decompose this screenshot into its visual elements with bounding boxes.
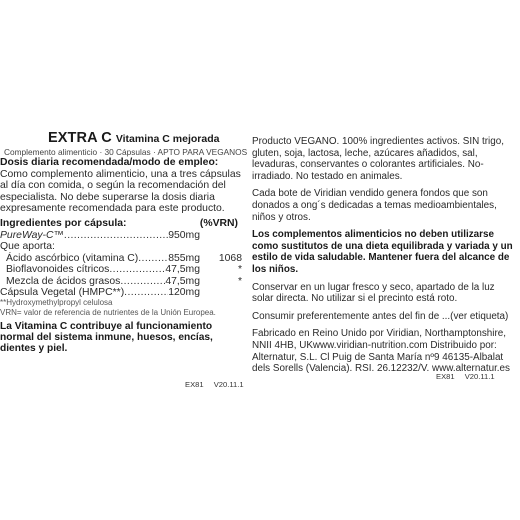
right-batch-code	[436, 372, 495, 381]
left-code: EX81	[185, 380, 204, 389]
info-paragraph: Los complementos alimenticios no deben utilizarse como sustitutos de una dieta equilibrada y variada y un estilo de vida saludable. Mantener fuera del alcance de los niños.	[252, 229, 513, 275]
ingredient-name: Que aporta:	[0, 241, 55, 253]
vrn-header: (%VRN)	[199, 217, 238, 229]
info-paragraph: Producto VEGANO. 100% ingredientes activos. SIN trigo, gluten, soja, lactosa, leche, azúcares añadidos, sal, levaduras, conservantes o colorantes artificiales. No-irradiado. No testado en animales.	[252, 136, 504, 182]
product-title-row	[48, 130, 242, 146]
leader-dots	[109, 264, 165, 275]
footnote-hmpc: **Hydroxymethylpropyl celulosa	[0, 298, 113, 308]
ingredient-row	[0, 253, 242, 264]
leader-dots	[120, 276, 165, 287]
ingredient-name: Bioflavonoides cítricos	[6, 264, 110, 276]
product-description: Complemento alimenticio · 30 Cápsulas · APTO PARA VEGANOS	[4, 147, 248, 157]
ingredient-amount: 47,5mg	[165, 264, 200, 276]
dosage-section	[0, 157, 242, 215]
ingredient-row	[0, 241, 242, 252]
ingredient-vrn: *	[237, 275, 242, 287]
ingredient-row	[0, 230, 242, 241]
ingredients-header-label: Ingredientes por cápsula:	[0, 217, 127, 229]
left-version: V20.11.1	[213, 380, 244, 389]
ingredient-amount: 950mg	[168, 229, 200, 241]
footnote-vrn: VRN= valor de referencia de nutrientes de la Unión Europea.	[0, 308, 216, 317]
leader-dots	[64, 230, 168, 241]
info-paragraph: Fabricado en Reino Unido por Viridian, Northamptonshire, NNII 4HB, UKwww.viridian-nutrition.com Distribuido por: Alternatur, S.L. Cl Puig de Santa María nº9 46135-Albalat dels Sorells (Valencia). RSI. 26.12232/V. www.alternatur.es	[252, 328, 510, 375]
ingredients-table	[0, 230, 242, 298]
ingredient-row	[0, 276, 242, 287]
ingredient-amount: 120mg	[168, 287, 200, 298]
ingredient-amount: 47,5mg	[165, 275, 200, 287]
health-claim: La Vitamina C contribuye al funcionamiento normal del sistema inmune, huesos, encías, dientes y piel.	[0, 320, 213, 354]
right-version: V20.11.1	[464, 372, 495, 381]
ingredient-vrn: 1068	[218, 252, 242, 264]
ingredient-name: Ácido ascórbico (vitamina C)	[6, 252, 139, 264]
ingredient-name: Mezcla de ácidos grasos	[6, 275, 121, 287]
right-paragraphs	[252, 136, 518, 375]
left-label-panel	[0, 130, 248, 354]
ingredient-vrn	[200, 230, 242, 241]
ingredient-name: Cápsula Vegetal (HMPC**)	[0, 287, 125, 298]
left-batch-code	[185, 380, 244, 389]
product-subtitle: Vitamina C mejorada	[115, 133, 220, 145]
info-paragraph: Conservar en un lugar fresco y seco, apartado de la luz solar directa. No utilizar si el precinto está roto.	[252, 281, 495, 305]
ingredient-amount: 855mg	[168, 252, 200, 264]
right-code: EX81	[436, 372, 455, 381]
ingredients-header	[0, 218, 242, 230]
ingredient-vrn	[200, 287, 242, 298]
leader-dots	[138, 253, 168, 264]
ingredient-vrn: *	[237, 264, 242, 276]
leader-dots	[124, 287, 168, 298]
ingredient-row	[0, 287, 242, 298]
right-label-panel	[252, 136, 518, 381]
info-paragraph: Consumir preferentemente antes del fin de ...(ver etiqueta)	[252, 310, 509, 322]
ingredient-row	[0, 264, 242, 275]
info-paragraph: Cada bote de Viridian vendido genera fondos que son donados a ong´s dedicadas a temas medioambientales, niños y otros.	[252, 188, 497, 223]
product-title: EXTRA C	[48, 130, 112, 146]
dosage-label: Dosis diaria recomendada/modo de empleo:	[0, 157, 219, 168]
ingredient-name: PureWay-C™	[0, 229, 64, 241]
dosage-text: Como complemento alimenticio, una a tres cápsulas al día con comida, o según la recomendación del especialista. No debe superarse la dosis diaria expresamente recomendada para este producto.	[0, 168, 241, 215]
